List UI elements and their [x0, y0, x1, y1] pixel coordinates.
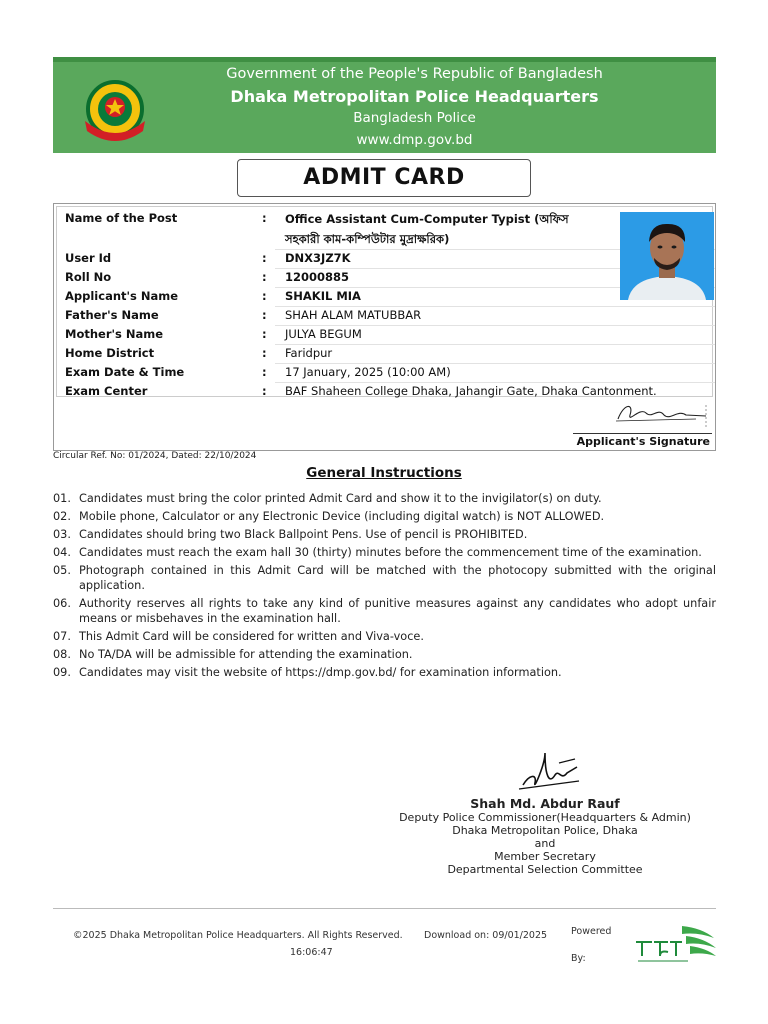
- applicant-name-label: Applicant's Name: [65, 289, 179, 303]
- post-value-line2: সহকারী কাম-কম্পিউটার মুদ্রাক্ষরিক): [285, 232, 450, 246]
- colon: :: [262, 346, 267, 360]
- applicant-info-table: [56, 206, 713, 397]
- circular-reference: Circular Ref. No: 01/2024, Dated: 22/10/2024: [53, 451, 257, 461]
- center-value: BAF Shaheen College Dhaka, Jahangir Gate, Dhaka Cantonment.: [285, 384, 657, 398]
- authority-committee: Departmental Selection Committee: [447, 863, 643, 876]
- instruction-number: 02.: [53, 510, 71, 523]
- user-id-label: User Id: [65, 251, 112, 265]
- powered-label: Powered: [571, 926, 612, 937]
- instruction-text: Candidates must reach the exam hall 30 (thirty) minutes before the commencement time of the examination.: [79, 546, 702, 559]
- authority-office: Dhaka Metropolitan Police, Dhaka: [452, 824, 638, 837]
- instruction-text: This Admit Card will be considered for written and Viva-voce.: [79, 630, 424, 643]
- instruction-item: [53, 563, 716, 593]
- general-instructions-title: General Instructions: [306, 465, 462, 481]
- instruction-number: 07.: [53, 630, 71, 643]
- colon: :: [262, 384, 267, 398]
- instruction-number: 04.: [53, 546, 71, 559]
- colon: :: [262, 289, 267, 303]
- instruction-text: Mobile phone, Calculator or any Electronic Device (including digital watch) is NOT ALLOWED.: [79, 510, 605, 523]
- row-divider: [275, 344, 715, 345]
- government-title: Government of the People's Republic of Bangladesh: [226, 66, 603, 82]
- user-id-value: DNX3JZ7K: [285, 251, 351, 265]
- admit-card-title: ADMIT CARD: [237, 159, 531, 197]
- colon: :: [262, 251, 267, 265]
- mother-name-label: Mother's Name: [65, 327, 164, 341]
- instruction-item: [53, 545, 716, 560]
- center-label: Exam Center: [65, 384, 148, 398]
- instruction-item: [53, 665, 716, 680]
- row-divider: [275, 363, 715, 364]
- instruction-number: 05.: [53, 564, 71, 577]
- district-value: Faridpur: [285, 346, 333, 360]
- instruction-text: Candidates may visit the website of https://dmp.gov.bd/ for examination information.: [79, 666, 562, 679]
- colon: :: [262, 308, 267, 322]
- download-time: 16:06:47: [290, 947, 333, 958]
- father-name-label: Father's Name: [65, 308, 159, 322]
- applicant-info-box: [53, 203, 716, 451]
- colon: :: [262, 327, 267, 341]
- instruction-item: [53, 509, 716, 524]
- applicant-signature-image: [606, 399, 716, 429]
- colon: :: [262, 211, 267, 225]
- post-value-line1: Office Assistant Cum-Computer Typist (অফিস: [285, 212, 569, 226]
- organization-title: Dhaka Metropolitan Police Headquarters: [230, 87, 599, 106]
- colon: :: [262, 365, 267, 379]
- instruction-item: [53, 491, 716, 506]
- teletalk-logo: [632, 922, 718, 966]
- row-divider: [275, 325, 715, 326]
- colon: :: [262, 270, 267, 284]
- row-divider: [275, 306, 715, 307]
- mother-name-value: JULYA BEGUM: [285, 327, 362, 341]
- instruction-number: 03.: [53, 528, 71, 541]
- authority-role: Member Secretary: [494, 850, 596, 863]
- instruction-text: Photograph contained in this Admit Card will be matched with the photocopy submitted with the original application.: [79, 564, 716, 592]
- instruction-number: 06.: [53, 597, 71, 610]
- footer-divider: [53, 908, 716, 909]
- instruction-text: No TA/DA will be admissible for attending the examination.: [79, 648, 413, 661]
- applicant-photo: [620, 212, 714, 300]
- instruction-item: [53, 629, 716, 644]
- header-banner: [53, 57, 716, 153]
- authority-designation: Deputy Police Commissioner(Headquarters & Admin): [399, 811, 691, 824]
- instruction-number: 01.: [53, 492, 71, 505]
- exam-time-value: 17 January, 2025 (10:00 AM): [285, 365, 451, 379]
- exam-time-label: Exam Date & Time: [65, 365, 185, 379]
- applicant-signature-label: Applicant's Signature: [573, 433, 712, 448]
- father-name-value: SHAH ALAM MATUBBAR: [285, 308, 422, 322]
- instructions-list: [53, 491, 716, 683]
- instruction-item: [53, 596, 716, 626]
- department-title: Bangladesh Police: [353, 110, 476, 126]
- roll-value: 12000885: [285, 270, 350, 284]
- instruction-text: Authority reserves all rights to take any kind of punitive measures against any candidates who adopt unfair means or misbehaves in the examination hall.: [79, 597, 716, 625]
- row-divider: [275, 382, 715, 383]
- applicant-name-value: SHAKIL MIA: [285, 289, 361, 303]
- by-label: By:: [571, 953, 586, 964]
- authority-signature-image: [515, 745, 585, 797]
- copyright-text: ©2025 Dhaka Metropolitan Police Headquarters. All Rights Reserved.: [73, 930, 403, 941]
- instruction-number: 08.: [53, 648, 71, 661]
- authority-conjunction: and: [534, 837, 556, 850]
- roll-label: Roll No: [65, 270, 112, 284]
- authority-name: Shah Md. Abdur Rauf: [470, 796, 620, 811]
- instruction-item: [53, 647, 716, 662]
- instruction-item: [53, 527, 716, 542]
- instruction-text: Candidates must bring the color printed Admit Card and show it to the invigilator(s) on duty.: [79, 492, 602, 505]
- post-label: Name of the Post: [65, 211, 178, 225]
- website-link[interactable]: www.dmp.gov.bd: [356, 132, 473, 148]
- download-date: Download on: 09/01/2025: [424, 930, 548, 941]
- instruction-text: Candidates should bring two Black Ballpoint Pens. Use of pencil is PROHIBITED.: [79, 528, 528, 541]
- authority-block: [380, 796, 710, 876]
- district-label: Home District: [65, 346, 155, 360]
- instruction-number: 09.: [53, 666, 71, 679]
